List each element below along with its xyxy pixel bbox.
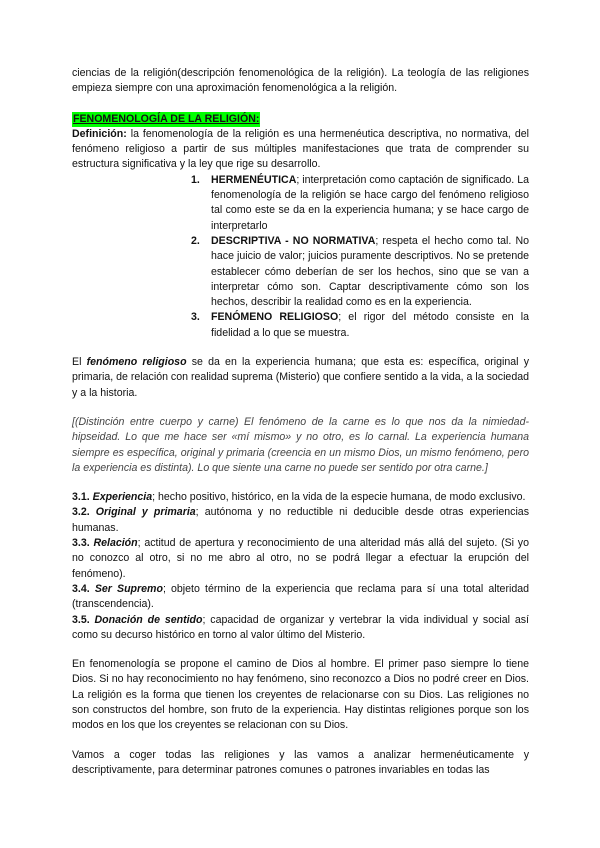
quote-paragraph: [(Distinción entre cuerpo y carne) El fenómeno de la carne es lo que nos da la nimiedad-hipseidad. Lo que me hace ser «mí mismo» y no otro, es lo carnal. La experiencia humana siempre es específica, original y primaria (creencia en un mismo Dios, un mismo fenómeno, pero la experiencia es distinta). Lo que siente una carne no puede ser sentido por otra carne.] xyxy=(72,415,529,474)
feature-term: Original y primaria xyxy=(95,506,196,519)
feature-text: ; hecho positivo, histórico, en la vida de la especie humana, de modo exclusivo. xyxy=(152,491,526,504)
list-number: 3. xyxy=(191,311,200,324)
feature-text: ; capacidad de organizar y vertebrar la vida individual y social así como su decurso histórico en torno al valor último del Misterio. xyxy=(72,613,529,641)
feature-number: 3.1. xyxy=(72,491,90,504)
list-item xyxy=(72,173,529,234)
section-heading: FENOMENOLOGÍA DE LA RELIGIÓN: xyxy=(72,112,260,127)
list-item xyxy=(72,234,529,310)
definition-label: Definición: xyxy=(72,127,127,140)
god-paragraph: En fenomenología se propone el camino de Dios al hombre. El primer paso siempre lo tiene Dios. Si no hay reconocimiento no hay fenómeno, sino reconozco a Dios no podré creer en Dios. La religión es la forma que tienen los creyentes de relacionarse con su Dios. Las religiones no son constructos del hombre, son fruto de la experiencia. Hay distintas religiones porque son los modos en los que los creyentes se relacionan con su Dios. xyxy=(72,658,529,732)
page-content xyxy=(72,66,529,778)
feature-item xyxy=(72,582,529,613)
feature-item xyxy=(72,505,529,536)
feature-number: 3.5. xyxy=(72,613,90,626)
feature-text: ; autónoma y no reductible ni deducible desde otras experiencias humanas. xyxy=(72,506,529,534)
list-number: 2. xyxy=(191,234,200,247)
feature-number: 3.3. xyxy=(72,537,90,550)
list-text: ; el rigor del método consiste en la fidelidad a lo que se muestra. xyxy=(211,311,529,339)
feature-item xyxy=(72,536,529,582)
section-heading-wrap xyxy=(72,111,529,127)
feature-item xyxy=(72,613,529,644)
phenomenon-after: se da en la experiencia humana; que esta es: específica, original y primaria, de relación con realidad suprema (Misterio) que confiere sentido a la vida, a la sociedad y a la historia. xyxy=(72,356,529,399)
list-term: HERMENÉUTICA xyxy=(211,173,297,186)
characteristics-list xyxy=(72,173,529,341)
feature-term: Ser Supremo xyxy=(94,582,163,595)
phenomenon-paragraph xyxy=(72,355,529,401)
phenomenon-term: fenómeno religioso xyxy=(86,356,187,369)
feature-term: Donación de sentido xyxy=(94,613,203,626)
feature-text: ; actitud de apertura y reconocimiento de una alteridad más allá del sujeto. (Si yo no conozco al otro, si no me abro al otro, no se podrá llegar a efectuar la erupción del fenómeno). xyxy=(72,537,529,580)
list-number: 1. xyxy=(191,173,200,186)
features-list xyxy=(72,490,529,643)
feature-term: Experiencia xyxy=(92,491,153,504)
definition-text: la fenomenología de la religión es una hermenéutica descriptiva, no normativa, del fenómeno religioso a partir de sus múltiples manifestaciones que trata de comprender su estructura significativa y la ley que rige su desarrollo. xyxy=(72,127,529,171)
list-term: FENÓMENO RELIGIOSO xyxy=(211,311,339,324)
feature-text: ; objeto término de la experiencia que reclama para sí una total alteridad (transcendencia). xyxy=(72,582,530,611)
feature-number: 3.4. xyxy=(72,582,90,595)
list-item xyxy=(72,310,529,341)
intro-paragraph: ciencias de la religión(descripción fenomenológica de la religión). La teología de las religiones empieza siempre con una aproximación fenomenológica a la religión. xyxy=(72,67,529,95)
definition-paragraph xyxy=(72,127,529,173)
feature-term: Relación xyxy=(93,537,138,550)
feature-number: 3.2. xyxy=(72,506,90,519)
list-text: ; respeta el hecho como tal. No hace juicio de valor; juicios puramente descriptivos. No se pretende establecer cómo deberían de ser los hechos, sino que se van a interpretar cómo son. Captar descriptivamente cómo son los hechos, describir la realidad como es en la experiencia. xyxy=(211,234,529,309)
list-text: ; interpretación como captación de significado. La fenomenología de la religión se hace cargo del fenómeno religioso tal como este se da en la experiencia humana; y se hace cargo de interpretarlo xyxy=(211,173,529,232)
feature-item xyxy=(72,490,529,505)
last-paragraph: Vamos a coger todas las religiones y las vamos a analizar hermenéuticamente y descriptivamente, para determinar patrones comunes o patrones invariables en todas las xyxy=(72,748,529,776)
list-term: DESCRIPTIVA - NO NORMATIVA xyxy=(211,234,376,247)
phenomenon-before: El xyxy=(72,356,87,369)
